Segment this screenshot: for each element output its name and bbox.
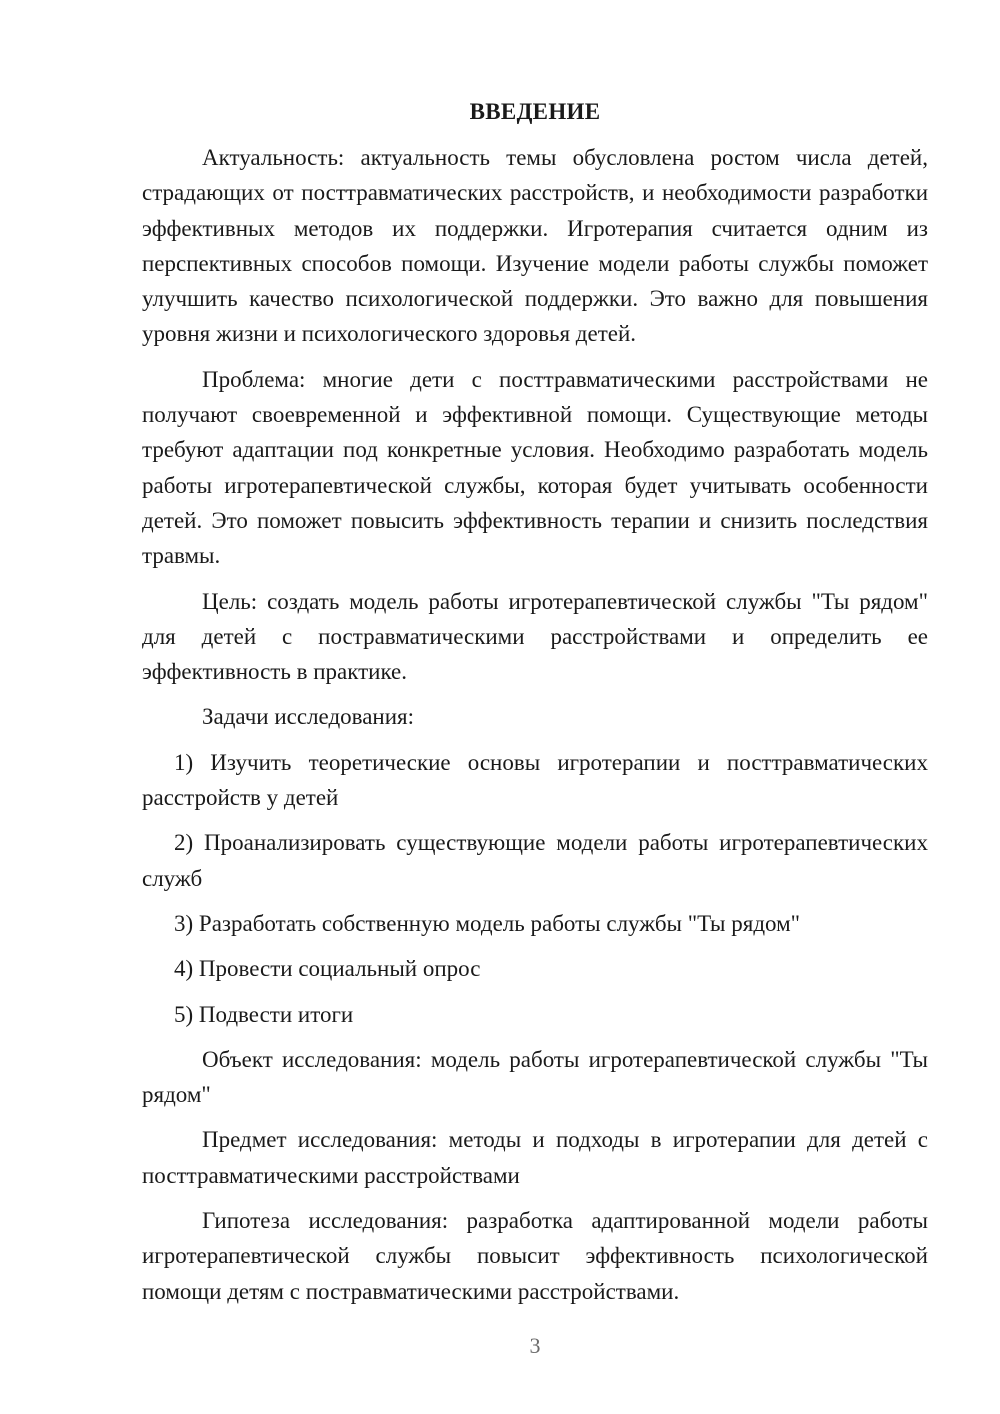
list-item-task-1: 1) Изучить теоретические основы игротерапии и посттравматических расстройств у детей xyxy=(142,749,928,811)
document-body xyxy=(142,140,928,1319)
paragraph-object: Объект исследования: модель работы игротерапевтической службы "Ты рядом" xyxy=(142,1046,928,1108)
paragraph-hypothesis: Гипотеза исследования: разработка адаптированной модели работы игротерапевтической службы повысит эффективность психологической помощи детям с постравматическими расстройствами. xyxy=(142,1208,928,1304)
list-item-task-5: 5) Подвести итоги xyxy=(174,1001,354,1027)
list-item-task-3: 3) Разработать собственную модель работы службы "Ты рядом" xyxy=(174,910,801,936)
paragraph-goal: Цель: создать модель работы игротерапевтической службы "Ты рядом" для детей с постравматическими расстройствами и определить ее эффективность в практике. xyxy=(142,588,928,685)
list-item-task-2: 2) Проанализировать существующие модели работы игротерапевтических служб xyxy=(142,830,928,891)
paragraph-problem: Проблема: многие дети с посттравматическими расстройствами не получают своевременной и эффективной помощи. Существующие методы требуют адаптации под конкретные условия. Необходимо разработать модель работы игротерапевтической службы, которая будет учитывать особенности детей. Это поможет повысить эффективность терапии и снизить последствия травмы. xyxy=(142,366,928,569)
paragraph-subject: Предмет исследования: методы и подходы в игротерапии для детей с посттравматическими расстройствами xyxy=(142,1127,928,1188)
page-number: 3 xyxy=(529,1333,541,1358)
paragraph-tasks-title: Задачи исследования: xyxy=(202,704,415,730)
paragraph-relevance: Актуальность: актуальность темы обусловлена ростом числа детей, страдающих от посттравматических расстройств, и необходимости разработки эффективных методов их поддержки. Игротерапия считается одним из перспективных способов помощи. Изучение модели работы службы поможет улучшить качество психологической поддержки. Это важно для повышения уровня жизни и психологического здоровья детей. xyxy=(142,145,928,347)
page-title: ВВЕДЕНИЕ xyxy=(469,99,601,124)
list-item-task-4: 4) Провести социальный опрос xyxy=(174,956,481,982)
